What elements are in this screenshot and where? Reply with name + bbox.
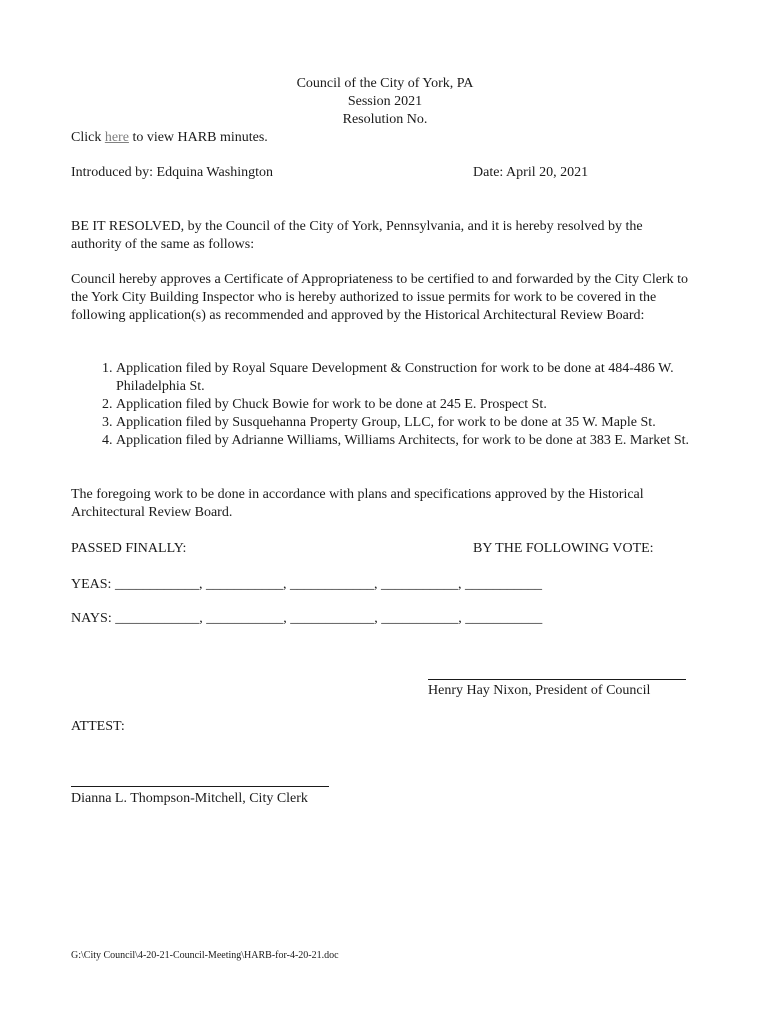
clerk-name: Dianna L. Thompson-Mitchell, City Clerk [71, 791, 308, 806]
minutes-prefix: Click [71, 130, 105, 145]
application-item-2: 2. Application filed by Chuck Bowie for work to be done at 245 E. Prospect St. [116, 396, 703, 414]
session-title: Session 2021 [347, 94, 423, 109]
resolution-number: Resolution No. [342, 112, 428, 127]
clerk-signature-line [71, 786, 329, 787]
president-signature-line [428, 679, 686, 680]
council-title: Council of the City of York, PA [296, 76, 474, 91]
introduced-by: Introduced by: Edquina Washington [71, 165, 273, 180]
resolved-paragraph: BE IT RESOLVED, by the Council of the City of York, Pennsylvania, and it is hereby resolved by the authority of the same as follows: [71, 219, 643, 252]
harb-minutes-link[interactable]: here [104, 130, 129, 145]
file-path-footer: G:\City Council\4-20-21-Council-Meeting\HARB-for-4-20-21.doc [71, 950, 339, 961]
nays-line: NAYS: ____________, ___________, ____________, ___________, ___________ [71, 611, 543, 626]
foregoing-paragraph: The foregoing work to be done in accordance with plans and specifications approved by the Historical Architectural Review Board. [71, 487, 644, 520]
application-item-3: 3. Application filed by Susquehanna Property Group, LLC, for work to be done at 35 W. Maple St. [116, 414, 703, 432]
application-item-1: 1. Application filed by Royal Square Development & Construction for work to be done at 484-486 W. Philadelphia St. [116, 360, 703, 396]
passed-finally-label: PASSED FINALLY: [71, 541, 187, 556]
president-name: Henry Hay Nixon, President of Council [428, 683, 651, 698]
applications-list [71, 360, 703, 450]
harb-minutes-line [71, 129, 268, 147]
resolution-date: Date: April 20, 2021 [473, 165, 589, 180]
minutes-suffix: to view HARB minutes. [128, 130, 268, 145]
vote-label: BY THE FOLLOWING VOTE: [473, 541, 654, 556]
yeas-line: YEAS: ____________, ___________, ____________, ___________, ___________ [71, 577, 542, 592]
approval-paragraph: Council hereby approves a Certificate of Appropriateness to be certified to and forwarded by the City Clerk to the York City Building Inspector who is hereby authorized to issue permits for work to be covered in the following application(s) as recommended and approved by the Historical Architectural Review Board: [71, 272, 688, 323]
attest-label: ATTEST: [71, 719, 125, 734]
application-item-4: 4. Application filed by Adrianne Williams, Williams Architects, for work to be done at 383 E. Market St. [116, 432, 703, 450]
